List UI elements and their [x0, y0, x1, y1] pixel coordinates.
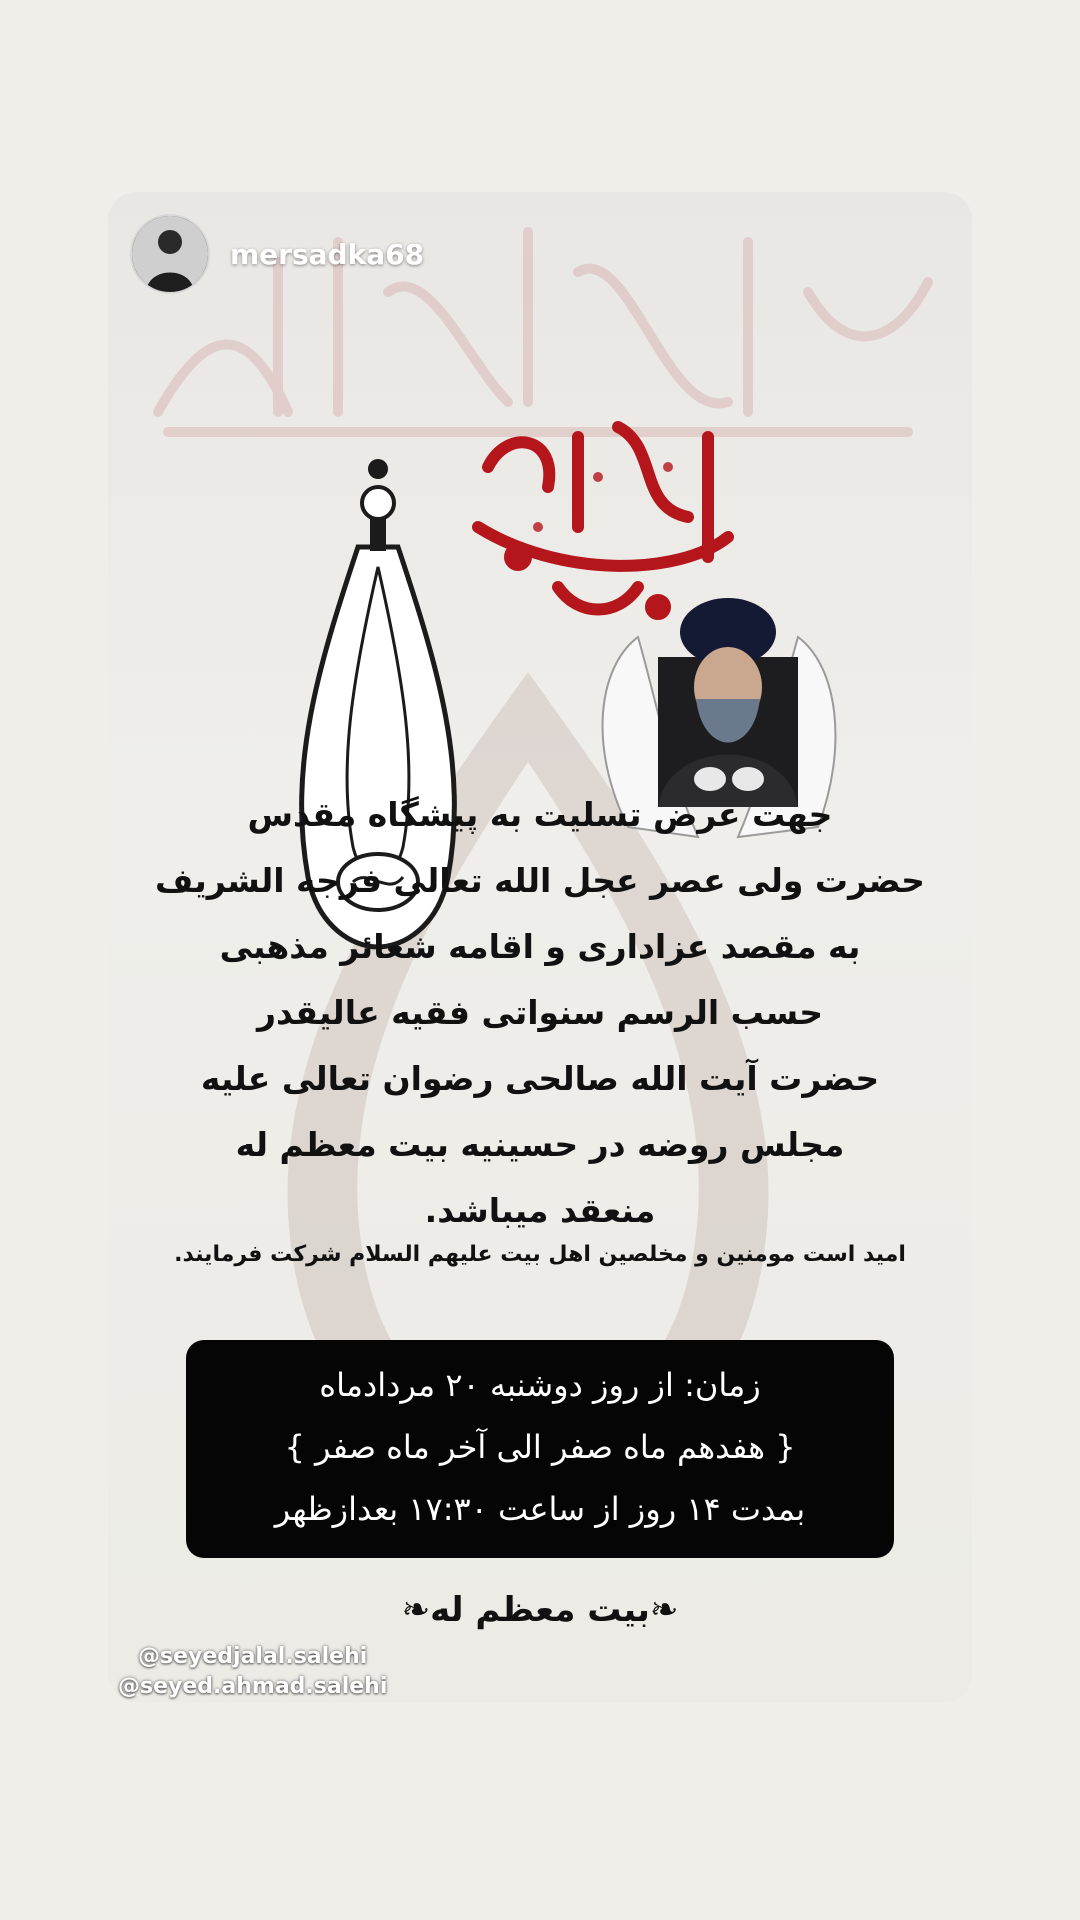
username[interactable]: mersadka68 — [230, 237, 425, 271]
event-time-box — [186, 1340, 894, 1558]
announcement-text — [128, 782, 952, 1244]
mention-tags — [118, 1642, 387, 1702]
announcement-line: حضرت آیت الله صالحی رضوان تعالی علیه — [200, 1059, 880, 1098]
event-time-line: بمدت ۱۴ روز از ساعت ۱۷:۳۰ بعدازظهر — [274, 1490, 806, 1528]
mention-tag[interactable]: @seyed.ahmad.salehi — [118, 1674, 388, 1699]
announcement-line: مجلس روضه در حسینیه بیت معظم له — [235, 1125, 845, 1164]
invite-text: امید است مومنین و مخلصین اهل بیت علیهم السلام شرکت فرمایند. — [174, 1242, 906, 1267]
story-card[interactable] — [108, 192, 972, 1702]
cleric-portrait-icon — [658, 598, 798, 807]
avatar[interactable] — [130, 214, 210, 294]
announcement-line: به مقصد عزاداری و اقامه شعائر مذهبی — [219, 927, 861, 966]
event-time-line: { هفدهم ماه صفر الی آخر ماه صفر } — [284, 1428, 796, 1466]
announcement-line: حضرت ولی عصر عجل الله تعالی فرجه الشریف — [155, 861, 925, 900]
announcement-line: منعقد میباشد. — [424, 1191, 656, 1230]
announcement-line: جهت عرض تسلیت به پیشگاه مقدس — [247, 795, 833, 834]
event-time-line: زمان: از روز دوشنبه ۲۰ مردادماه — [319, 1366, 761, 1404]
signature-text: ❧بیت معظم له❧ — [401, 1590, 679, 1630]
red-calligraphy-icon — [478, 427, 728, 614]
profile-photo-icon — [132, 216, 208, 292]
announcement-line: حسب الرسم سنواتی فقیه عالیقدر — [257, 993, 823, 1032]
story-header — [130, 214, 424, 294]
mention-tag[interactable]: @seyedjalal.salehi — [138, 1644, 368, 1669]
